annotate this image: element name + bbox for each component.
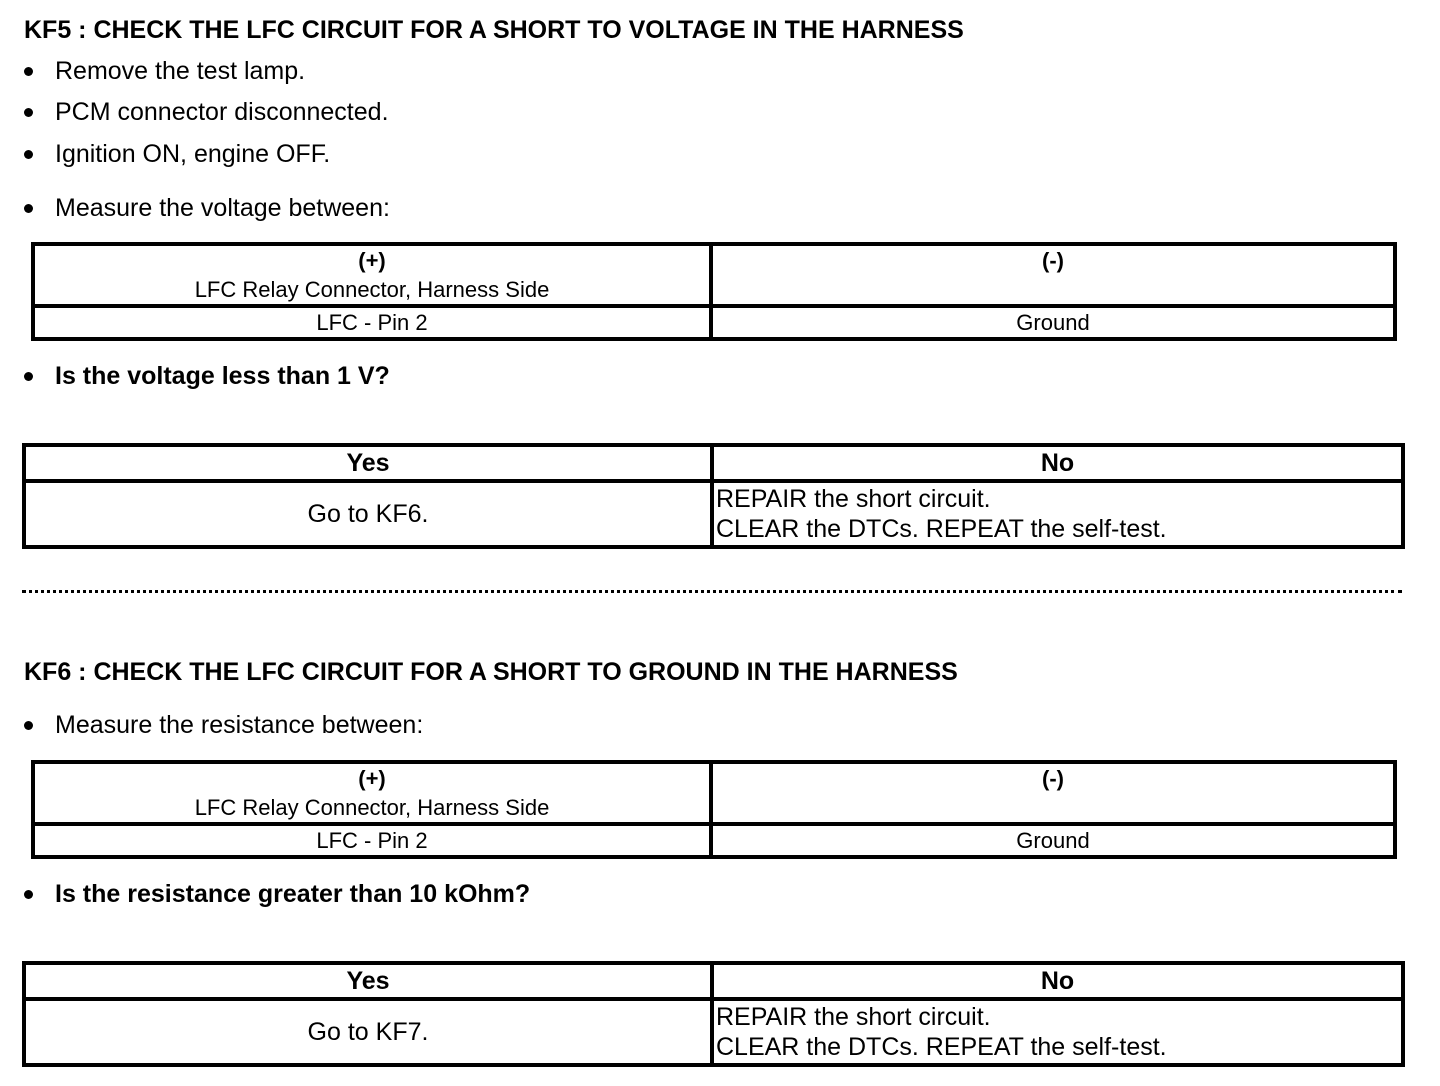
question-voltage [24,362,390,391]
bullet-icon [24,67,33,76]
no-action-line-2: CLEAR the DTCs. REPEAT the self-test. [716,1033,1167,1061]
question-text: Is the resistance greater than 10 kOhm? [55,880,531,908]
step-remove-test-lamp [24,57,305,86]
bullet-icon [24,890,33,899]
pos-subheader: LFC Relay Connector, Harness Side [194,795,550,820]
section-divider [22,590,1402,593]
step-text: Ignition ON, engine OFF. [55,140,331,168]
bullet-icon [24,372,33,381]
bullet-icon [24,108,33,117]
resistance-measurement-table [31,760,1397,859]
neg-value-cell: Ground [711,824,1395,857]
yes-header: Yes [24,445,712,481]
no-action-line-1: REPAIR the short circuit. [716,485,991,513]
question-resistance [24,880,530,909]
bullet-icon [24,204,33,213]
step-text: Measure the voltage between: [55,194,390,222]
step-text: Measure the resistance between: [55,711,424,739]
step-measure-voltage [24,194,390,223]
pos-header: (+) [358,248,386,273]
section2-heading: KF6 : CHECK THE LFC CIRCUIT FOR A SHORT TO GROUND IN THE HARNESS [24,658,958,686]
pos-probe-cell [33,762,711,824]
question-text: Is the voltage less than 1 V? [55,362,390,390]
no-header: No [712,445,1403,481]
no-header: No [712,963,1403,999]
neg-header: (-) [1042,248,1064,273]
no-action-line-1: REPAIR the short circuit. [716,1003,991,1031]
neg-probe-cell [711,244,1395,306]
step-text: Remove the test lamp. [55,57,306,85]
pos-probe-cell [33,244,711,306]
neg-probe-cell [711,762,1395,824]
pos-subheader: LFC Relay Connector, Harness Side [194,277,550,302]
no-action [712,999,1403,1065]
voltage-decision-table [22,443,1405,549]
voltage-measurement-table [31,242,1397,341]
yes-header: Yes [24,963,712,999]
yes-action: Go to KF6. [24,481,712,547]
pos-value-cell: LFC - Pin 2 [33,824,711,857]
bullet-icon [24,721,33,730]
neg-header: (-) [1042,766,1064,791]
no-action-line-2: CLEAR the DTCs. REPEAT the self-test. [716,515,1167,543]
step-measure-resistance [24,711,423,740]
pos-header: (+) [358,766,386,791]
step-pcm-disconnected [24,98,389,127]
step-ignition-on [24,140,330,169]
neg-value-cell: Ground [711,306,1395,339]
no-action [712,481,1403,547]
bullet-icon [24,150,33,159]
resistance-decision-table [22,961,1405,1067]
pos-value-cell: LFC - Pin 2 [33,306,711,339]
section1-heading: KF5 : CHECK THE LFC CIRCUIT FOR A SHORT TO VOLTAGE IN THE HARNESS [24,16,964,44]
yes-action: Go to KF7. [24,999,712,1065]
step-text: PCM connector disconnected. [55,98,389,126]
